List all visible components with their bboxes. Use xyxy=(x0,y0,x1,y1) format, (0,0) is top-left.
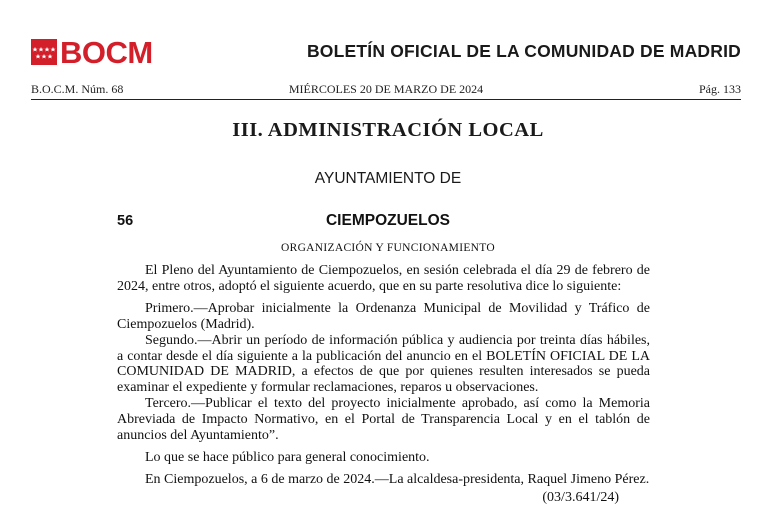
intro-paragraph: El Pleno del Ayuntamiento de Ciempozuelos, en sesión celebrada el día 29 de febrero de 2024, entre otros, adoptó el siguiente acuerdo, que en su parte resolutiva dice lo siguiente: xyxy=(117,263,650,294)
primero-paragraph: Primero.—Aprobar inicialmente la Ordenanza Municipal de Movilidad y Tráfico de Ciempozuelos (Madrid). xyxy=(117,300,650,332)
subsection-heading: ORGANIZACIÓN Y FUNCIONAMIENTO xyxy=(281,242,495,254)
logo-text: BOCM xyxy=(60,34,153,70)
closing-paragraph: Lo que se hace público para general conocimiento. xyxy=(145,449,430,465)
bocm-logo xyxy=(31,36,153,68)
signature-paragraph: En Ciempozuelos, a 6 de marzo de 2024.—La alcaldesa-presidenta, Raquel Jimeno Pérez. xyxy=(145,471,650,487)
madrid-stars-logo-icon xyxy=(31,39,57,65)
entry-number: 56 xyxy=(117,213,134,229)
issue-meta-bar xyxy=(31,82,741,100)
page-header xyxy=(31,34,741,70)
page-number: Pág. 133 xyxy=(699,82,741,96)
section-heading: III. ADMINISTRACIÓN LOCAL xyxy=(232,119,544,141)
entity-heading: AYUNTAMIENTO DE xyxy=(314,170,462,187)
reference-code: (03/3.641/24) xyxy=(542,489,619,505)
municipality-heading: CIEMPOZUELOS xyxy=(325,212,450,229)
announcement-body xyxy=(117,263,650,506)
tercero-paragraph: Tercero.—Publicar el texto del proyecto inicialmente aprobado, así como la Memoria Abreviada de Impacto Normativo, en el Portal de Transparencia Local y en el tablón de anuncios del Ayuntamiento”. xyxy=(117,396,650,444)
issue-number: B.O.C.M. Núm. 68 xyxy=(31,82,124,96)
segundo-paragraph: Segundo.—Abrir un período de información pública y audiencia por treinta días hábiles, a contar desde el día siguiente a la publicación del anuncio en el BOLETÍN OFICIAL DE LA COMUNIDAD DE MADRID, a efectos de que por quienes resulten interesados se pueda examinar el expediente y formular reclamaciones, reparos u observaciones. xyxy=(117,332,650,396)
publication-title: BOLETÍN OFICIAL DE LA COMUNIDAD DE MADRID xyxy=(306,41,741,61)
issue-date: MIÉRCOLES 20 DE MARZO DE 2024 xyxy=(288,82,484,96)
